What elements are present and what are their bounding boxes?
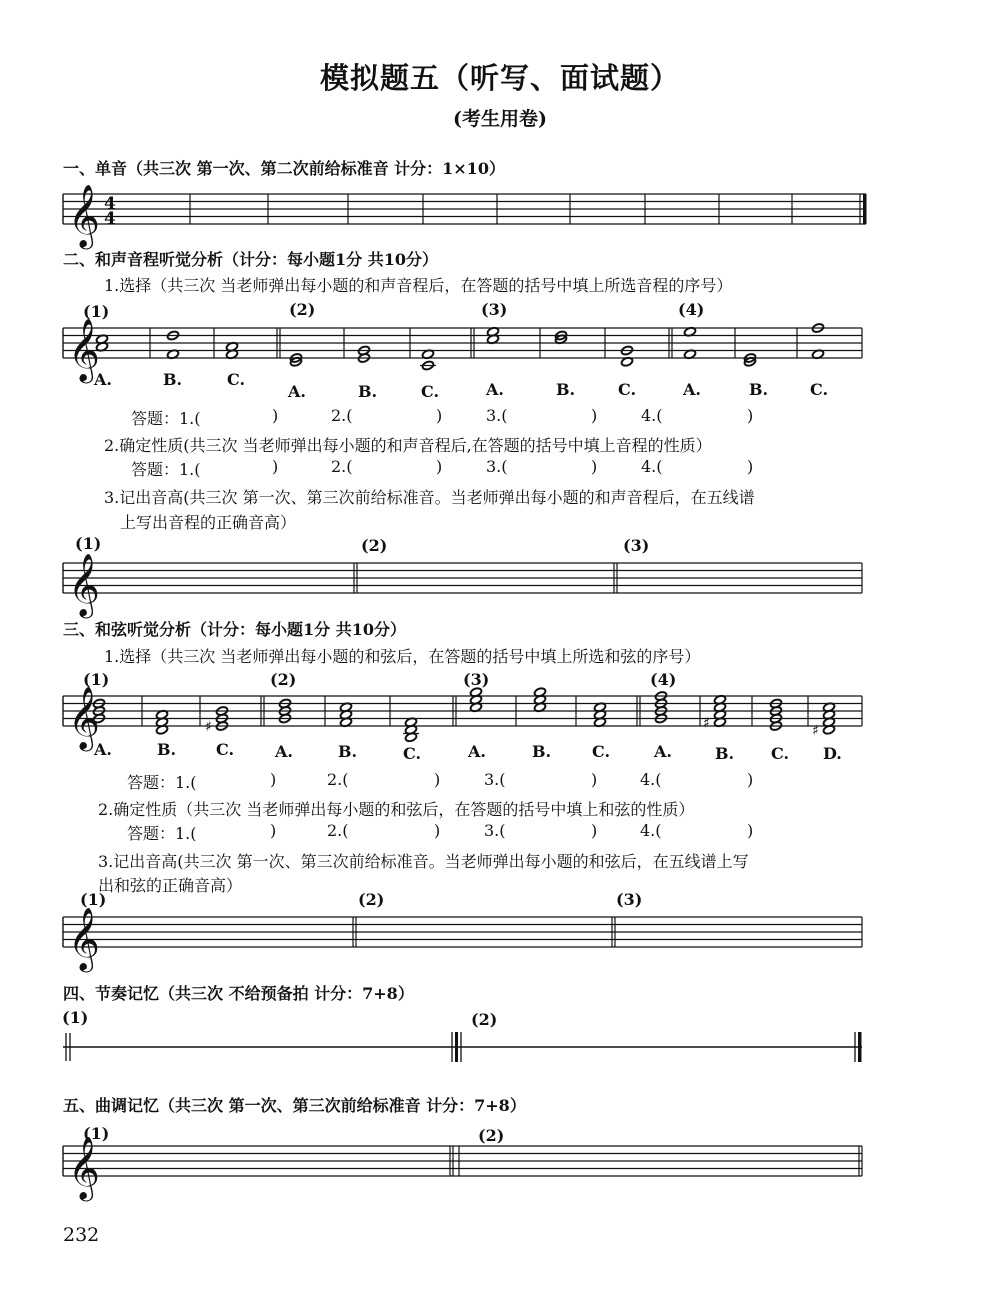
s2-group-label: (4) — [678, 300, 705, 319]
s2-option-label: A. — [486, 380, 504, 399]
s2-option-label: A. — [94, 370, 112, 389]
s3-option-label: D. — [823, 744, 842, 763]
s3-answer2-2-open: 2.( — [327, 821, 349, 840]
s2-answer2-1-open: 答题：1.( — [131, 460, 201, 479]
s3-question-3-line2: 出和弦的正确音高） — [98, 876, 243, 895]
time-signature-bottom: 4 — [104, 209, 116, 229]
s2-question-1: 1.选择（共三次 当老师弹出每小题的和声音程后，在答题的括号中填上所选音程的序号） — [104, 276, 733, 295]
s3-group-label: (3) — [463, 670, 490, 689]
s2-answer-4-open: 4.( — [641, 406, 663, 425]
s4-label: (1) — [62, 1008, 89, 1027]
s3-answer-4-close[interactable]: ) — [747, 770, 754, 789]
s3-option-label: A. — [94, 740, 112, 759]
rhythm-barline — [858, 1032, 862, 1062]
s3-option-label: C. — [403, 744, 422, 763]
s2-option-label: C. — [227, 370, 246, 389]
s3-answer-1-open: 答题：1.( — [127, 773, 197, 792]
s3-group-label: (1) — [83, 670, 110, 689]
s3-option-label: B. — [338, 742, 358, 761]
section-5-heading: 五、曲调记忆（共三次 第一次、第三次前给标准音 计分：7+8） — [63, 1096, 526, 1115]
s2-option-label: C. — [618, 380, 637, 399]
s2-answer-2-close[interactable]: ) — [436, 406, 443, 425]
s3-group-label: (4) — [650, 670, 677, 689]
page-title: 模拟题五（听写、面试题） — [319, 61, 680, 95]
s2-answer2-4-close[interactable]: ) — [747, 457, 754, 476]
s2-group-label: (2) — [289, 300, 316, 319]
s2-answer-3-close[interactable]: ) — [591, 406, 598, 425]
s2-dictation-label: (3) — [623, 536, 650, 555]
s2-answer2-4-open: 4.( — [641, 457, 663, 476]
s3-answer2-3-close[interactable]: ) — [591, 821, 598, 840]
s3-answer-4-open: 4.( — [640, 770, 662, 789]
s2-option-label: A. — [288, 382, 306, 401]
page-subtitle: (考生用卷) — [453, 108, 547, 130]
s3-answer2-1-close[interactable]: ) — [270, 821, 277, 840]
s2-option-label: B. — [556, 380, 576, 399]
s2-dictation-label: (1) — [75, 534, 102, 553]
treble-clef-icon: 𝄞 — [68, 318, 100, 381]
s3-answer-2-open: 2.( — [327, 770, 349, 789]
s2-group-label: (1) — [83, 302, 110, 321]
s3-answer2-1-open: 答题：1.( — [127, 824, 197, 843]
s3-question-1: 1.选择（共三次 当老师弹出每小题的和弦后，在答题的括号中填上所选和弦的序号） — [104, 647, 701, 666]
section-1-heading: 一、单音（共三次 第一次、第二次前给标准音 计分：1×10） — [63, 159, 505, 178]
s2-answer2-2-close[interactable]: ) — [436, 457, 443, 476]
s2-answer-2-open: 2.( — [331, 406, 353, 425]
s3-question-3-line1: 3.记出音高(共三次 第一次、第三次前给标准音。当老师弹出每小题的和弦后，在五线谱上写 — [98, 852, 749, 871]
s2-answer2-2-open: 2.( — [331, 457, 353, 476]
sharp-icon: ♯ — [703, 715, 710, 732]
s3-option-label: C. — [771, 744, 790, 763]
s3-option-label: C. — [216, 740, 235, 759]
s3-dictation-label: (3) — [616, 890, 643, 909]
s3-answer-2-close[interactable]: ) — [434, 770, 441, 789]
s5-label: (1) — [83, 1124, 110, 1143]
treble-clef-icon: 𝄞 — [68, 184, 100, 247]
s3-option-label: B. — [157, 740, 177, 759]
s3-dictation-label: (1) — [80, 890, 107, 909]
s2-answer2-3-close[interactable]: ) — [591, 457, 598, 476]
section-3-heading: 三、和弦听觉分析（计分：每小题1分 共10分） — [63, 620, 406, 639]
time-signature-top: 4 — [104, 194, 116, 214]
s3-question-2: 2.确定性质（共三次 当老师弹出每小题的和弦后，在答题的括号中填上和弦的性质） — [98, 800, 695, 819]
s3-answer2-4-open: 4.( — [640, 821, 662, 840]
s3-answer2-4-close[interactable]: ) — [747, 821, 754, 840]
s3-option-label: A. — [468, 742, 486, 761]
s2-answer-3-open: 3.( — [486, 406, 508, 425]
s2-answer-1-open: 答题：1.( — [131, 409, 201, 428]
s4-label: (2) — [471, 1010, 498, 1029]
s3-option-label: A. — [275, 742, 293, 761]
s3-answer-3-open: 3.( — [484, 770, 506, 789]
s2-answer2-3-open: 3.( — [486, 457, 508, 476]
s3-option-label: B. — [715, 744, 735, 763]
s5-label: (2) — [478, 1126, 505, 1145]
s2-answer-1-close[interactable]: ) — [272, 406, 279, 425]
s2-option-label: B. — [163, 370, 183, 389]
treble-clef-icon: 𝄞 — [68, 907, 100, 970]
s3-option-label: C. — [592, 742, 611, 761]
s3-option-label: B. — [532, 742, 552, 761]
sharp-icon: ♯ — [812, 722, 819, 739]
s3-answer2-2-close[interactable]: ) — [434, 821, 441, 840]
s3-option-label: A. — [654, 742, 672, 761]
s3-answer-1-close[interactable]: ) — [270, 770, 277, 789]
s2-answer-4-close[interactable]: ) — [747, 406, 754, 425]
s2-option-label: B. — [358, 382, 378, 401]
page-number: 232 — [63, 1224, 100, 1246]
s3-answer2-3-open: 3.( — [484, 821, 506, 840]
sharp-icon: ♯ — [205, 719, 212, 735]
s2-option-label: A. — [683, 380, 701, 399]
final-barline-thick — [863, 194, 867, 224]
section-2-heading: 二、和声音程听觉分析（计分：每小题1分 共10分） — [63, 250, 438, 269]
section-4-heading: 四、节奏记忆（共三次 不给预备拍 计分：7+8） — [63, 984, 414, 1003]
s2-option-label: C. — [810, 380, 829, 399]
rhythm-barline — [455, 1032, 458, 1062]
s2-option-label: B. — [749, 380, 769, 399]
treble-clef-icon: 𝄞 — [68, 686, 100, 749]
s2-question-3-line2: 上写出音程的正确音高） — [120, 513, 297, 532]
s3-answer-3-close[interactable]: ) — [591, 770, 598, 789]
s3-dictation-label: (2) — [358, 890, 385, 909]
s2-option-label: C. — [421, 382, 440, 401]
s2-dictation-label: (2) — [361, 536, 388, 555]
treble-clef-icon: 𝄞 — [68, 1136, 100, 1199]
treble-clef-icon: 𝄞 — [68, 553, 100, 616]
s2-question-3-line1: 3.记出音高(共三次 第一次、第三次前给标准音。当老师弹出每小题的和声音程后，在五线谱 — [104, 488, 755, 507]
s2-answer2-1-close[interactable]: ) — [272, 457, 279, 476]
s2-group-label: (3) — [481, 300, 508, 319]
s3-group-label: (2) — [270, 670, 297, 689]
s2-question-2: 2.确定性质(共三次 当老师弹出每小题的和声音程后,在答题的括号中填上音程的性质） — [104, 436, 712, 455]
